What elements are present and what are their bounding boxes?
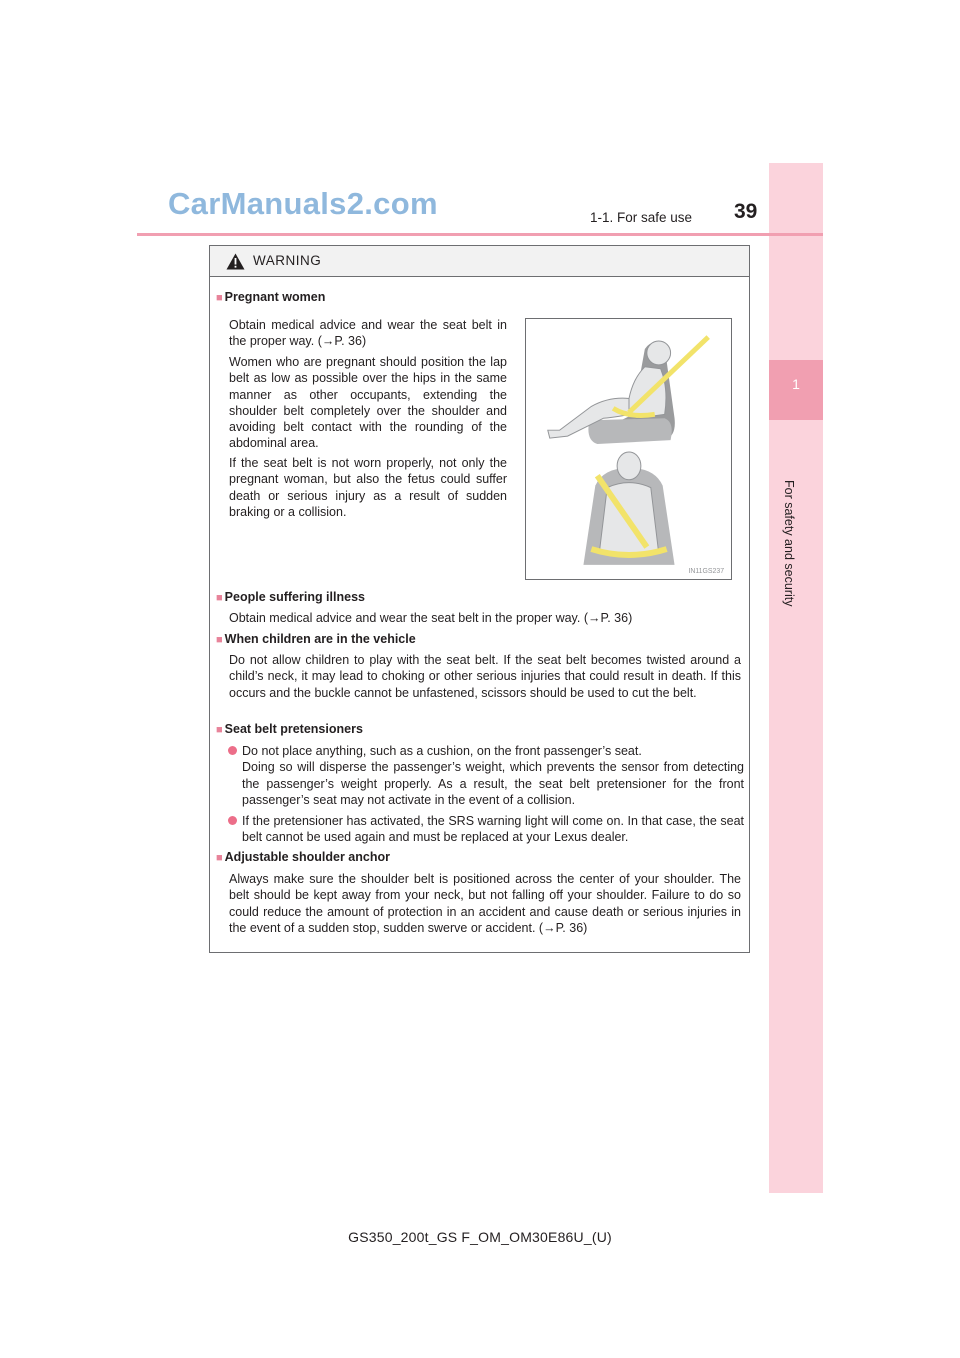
anchor-para: Always make sure the shoulder belt is positioned across the center of your shoulder. The belt should be kept away from your neck, but not falling off your shoulder. Failure to do so could reduce the amount of protection in an accident and cause death or serious injuries in the event of a sudden stop, sudden swerve or accident. (→P. 36) bbox=[229, 872, 741, 935]
pregnant-para-1: Obtain medical advice and wear the seat belt in the proper way. (→P. 36) bbox=[229, 318, 507, 349]
pretensioner-bullet-1 bbox=[242, 743, 744, 808]
children-para: Do not allow children to play with the seat belt. If the seat belt becomes twisted around a child’s neck, it may lead to choking or other serious injuries that could result in death. If this occurs and the buckle cannot be unfastened, scissors should be used to cut the belt. bbox=[229, 653, 741, 700]
bullet-dot-icon bbox=[228, 746, 237, 755]
illustration-code: IN11GS237 bbox=[688, 567, 725, 575]
watermark-logo: CarManuals2.com bbox=[168, 186, 438, 221]
bullet-dot-icon bbox=[228, 816, 237, 825]
heading-pregnant-women: ■ Pregnant women bbox=[216, 290, 326, 304]
chapter-side-tab bbox=[769, 163, 823, 1193]
pretensioner-bullet-2 bbox=[242, 813, 744, 846]
header-rule bbox=[137, 233, 823, 236]
pretensioner-bullet-1-rest: Doing so will disperse the passenger’s weight, which prevents the sensor from detecting the passenger’s weight properly. As a result, the seat belt pretensioner for the front passenger’s seat may not activate in the event of a collision. bbox=[242, 760, 744, 807]
pregnant-para-2: Women who are pregnant should position the lap belt as low as possible over the hips in the same manner as other occupants, extending the shoulder belt completely over the shoulder and avoiding belt contact with the rounding of the abdominal area. bbox=[229, 355, 507, 451]
warning-triangle-icon bbox=[226, 253, 245, 270]
pregnant-woman-seatbelt-illustration bbox=[525, 318, 732, 580]
section-title: 1-1. For safe use bbox=[590, 210, 693, 225]
footer-model-code: GS350_200t_GS F_OM_OM30E86U_(U) bbox=[348, 1229, 612, 1245]
pretensioner-bullet-1-line1: Do not place anything, such as a cushion, on the front passenger’s seat. bbox=[242, 744, 642, 758]
heading-shoulder-anchor: ■ Adjustable shoulder anchor bbox=[216, 850, 390, 864]
heading-pretensioners: ■ Seat belt pretensioners bbox=[216, 722, 363, 736]
illness-para: Obtain medical advice and wear the seat belt in the proper way. (→P. 36) bbox=[229, 611, 633, 625]
warning-title: WARNING bbox=[253, 253, 322, 268]
pregnant-para-3: If the seat belt is not worn properly, not only the pregnant woman, but also the fetus could suffer death or serious injury as a result of sudden braking or a collision. bbox=[229, 456, 507, 519]
pretensioner-bullet-2-text: If the pretensioner has activated, the SRS warning light will come on. In that case, the seat belt cannot be used again and must be replaced at your Lexus dealer. bbox=[242, 814, 744, 845]
heading-illness: ■ People suffering illness bbox=[216, 590, 365, 604]
chapter-label: For safety and security bbox=[782, 480, 796, 607]
heading-children: ■ When children are in the vehicle bbox=[216, 632, 416, 646]
page-number: 39 bbox=[734, 200, 758, 223]
chapter-number: 1 bbox=[792, 376, 800, 392]
